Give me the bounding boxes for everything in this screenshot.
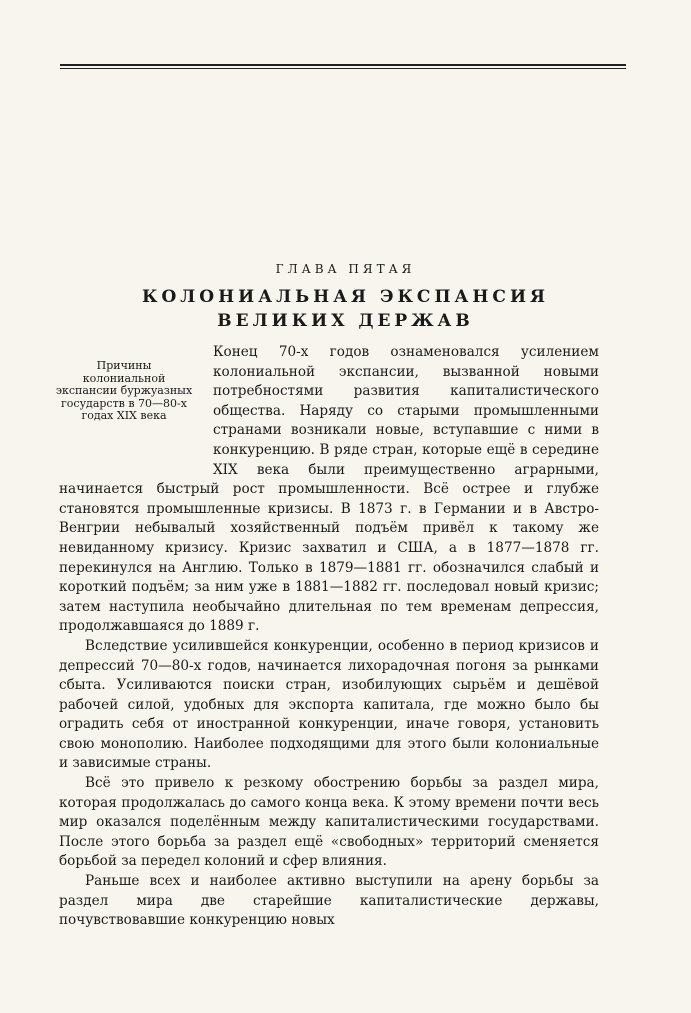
- body-text: [59, 343, 599, 931]
- paragraph-2: Вследствие усилившейся конкуренции, особенно в период кризисов и депрессий 70—80-х годов, начинается лихорадочная погоня за рынками сбыта. Усиливаются поиски стран, изобилующих сырьём и дешёвой рабочей силой, удобных для экспорта капитала, где можно было бы оградить себя от иностранной конкуренции, иначе говоря, установить свою монополию. Наиболее подходящими для этого были колониальные и зависимые страны.: [59, 637, 599, 772]
- margin-note: Причины колониальной экспансии буржуазных государств в 70—80-х годах XIX века: [55, 359, 193, 422]
- chapter-title-line-2: ВЕЛИКИХ ДЕРЖАВ: [217, 311, 474, 331]
- chapter-title-line-1: КОЛОНИАЛЬНАЯ ЭКСПАНСИЯ: [141, 287, 550, 307]
- margin-spacer: [59, 343, 213, 461]
- chapter-title: [0, 285, 691, 333]
- paragraph-3: Всё это привело к резкому обострению борьбы за раздел мира, которая продолжалась до самого конца века. К этому времени почти весь мир оказался поделённым между капиталистическими государствами. После этого борьба за раздел ещё «свободных» территорий сменяется борьбой за передел колоний и сфер влияния.: [59, 775, 599, 870]
- paragraph-1: Конец 70-х годов ознаменовался усилением колониальной экспансии, вызванной новыми потребностями развития капиталистического общества. Наряду со старыми промышленными странами возникали новые, вступавшие с ними в конкуренцию. В ряде стран, которые ещё в середине XIX века были преимущественно аграрными, начинается быстрый рост промышленности. Всё острее и глубже становятся промышленные кризисы. В 1873 г. в Германии и в Австро-Венгрии небывалый хозяйственный подъём привёл к такому же невиданному кризису. Кризис захватил и США, а в 1877—1878 гг. перекинулся на Англию. Только в 1879—1881 гг. обозначился слабый и короткий подъём; за ним уже в 1881—1882 гг. последовал новый кризис; затем наступила необычайно длительная по тем временам депрессия, продолжавшаяся до 1889 г.: [59, 344, 599, 635]
- paragraph-4: Раньше всех и наиболее активно выступили на арену борьбы за раздел мира две старейшие капиталистические державы, почувствовавшие конкуренцию новых: [59, 873, 599, 929]
- chapter-label: ГЛАВА ПЯТАЯ: [275, 262, 416, 276]
- header-rule-top: [60, 64, 626, 66]
- header-rule-bottom: [60, 68, 626, 69]
